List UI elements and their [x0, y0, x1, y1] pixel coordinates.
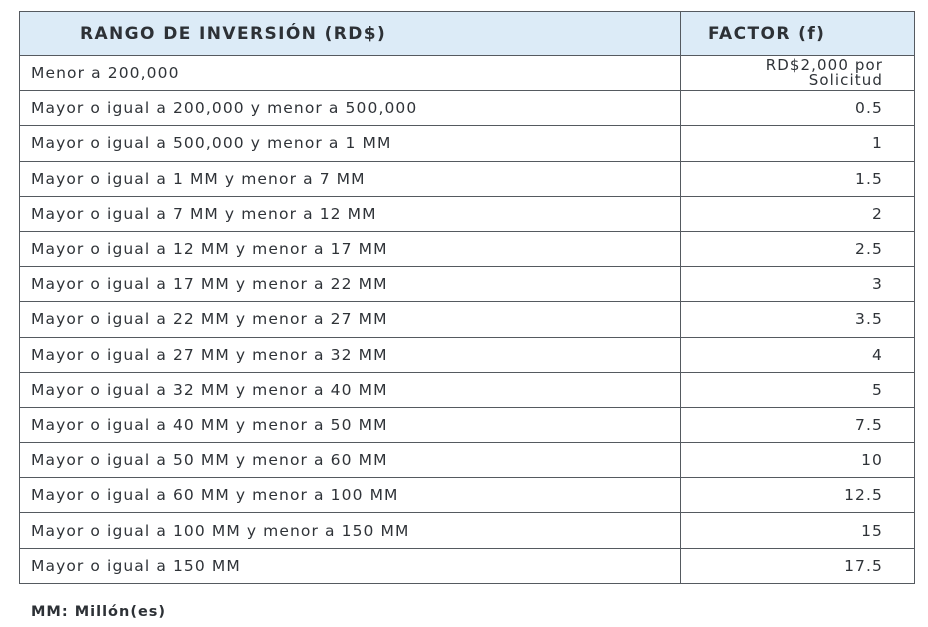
table-row [20, 126, 915, 161]
factor-cell: 7.5 [681, 407, 915, 442]
factor-cell: 17.5 [681, 548, 915, 583]
table-row [20, 267, 915, 302]
factor-cell: 4 [681, 337, 915, 372]
range-column-header: RANGO DE INVERSIÓN (RD$) [20, 12, 681, 56]
factor-cell: 3 [681, 267, 915, 302]
factor-cell: 15 [681, 513, 915, 548]
table-row [20, 196, 915, 231]
range-cell: Mayor o igual a 12 MM y menor a 17 MM [20, 231, 681, 266]
table-row [20, 302, 915, 337]
factor-line-1: RD$2,000 por [765, 56, 883, 75]
range-cell: Mayor o igual a 7 MM y menor a 12 MM [20, 196, 681, 231]
table-row [20, 56, 915, 91]
factor-cell: 12.5 [681, 478, 915, 513]
factor-cell: 2 [681, 196, 915, 231]
range-cell: Mayor o igual a 500,000 y menor a 1 MM [20, 126, 681, 161]
range-cell: Mayor o igual a 32 MM y menor a 40 MM [20, 372, 681, 407]
range-cell: Mayor o igual a 1 MM y menor a 7 MM [20, 161, 681, 196]
footnote: MM: Millón(es) [31, 604, 167, 620]
factor-column-header: FACTOR (f) [681, 12, 915, 56]
factor-cell: 1 [681, 126, 915, 161]
range-cell: Mayor o igual a 100 MM y menor a 150 MM [20, 513, 681, 548]
table-row [20, 372, 915, 407]
factor-cell: 5 [681, 372, 915, 407]
table-row [20, 161, 915, 196]
range-cell: Mayor o igual a 200,000 y menor a 500,000 [20, 91, 681, 126]
table-row [20, 513, 915, 548]
factor-cell: 0.5 [681, 91, 915, 126]
range-cell: Mayor o igual a 50 MM y menor a 60 MM [20, 443, 681, 478]
table-row [20, 337, 915, 372]
table-row [20, 231, 915, 266]
table-row [20, 443, 915, 478]
range-cell: Mayor o igual a 60 MM y menor a 100 MM [20, 478, 681, 513]
table-row [20, 478, 915, 513]
factor-cell: 10 [681, 443, 915, 478]
table-row [20, 91, 915, 126]
table-header-row [20, 12, 915, 56]
factor-cell: 2.5 [681, 231, 915, 266]
factor-cell: 1.5 [681, 161, 915, 196]
range-cell: Mayor o igual a 150 MM [20, 548, 681, 583]
investment-factor-table [19, 11, 915, 584]
range-cell: Mayor o igual a 22 MM y menor a 27 MM [20, 302, 681, 337]
factor-line-2: Solicitud [808, 71, 883, 90]
range-cell: Mayor o igual a 17 MM y menor a 22 MM [20, 267, 681, 302]
factor-cell [681, 56, 915, 91]
range-cell: Menor a 200,000 [20, 56, 681, 91]
range-cell: Mayor o igual a 40 MM y menor a 50 MM [20, 407, 681, 442]
table-row [20, 548, 915, 583]
investment-factor-table-container [19, 11, 914, 584]
range-cell: Mayor o igual a 27 MM y menor a 32 MM [20, 337, 681, 372]
table-row [20, 407, 915, 442]
factor-cell: 3.5 [681, 302, 915, 337]
